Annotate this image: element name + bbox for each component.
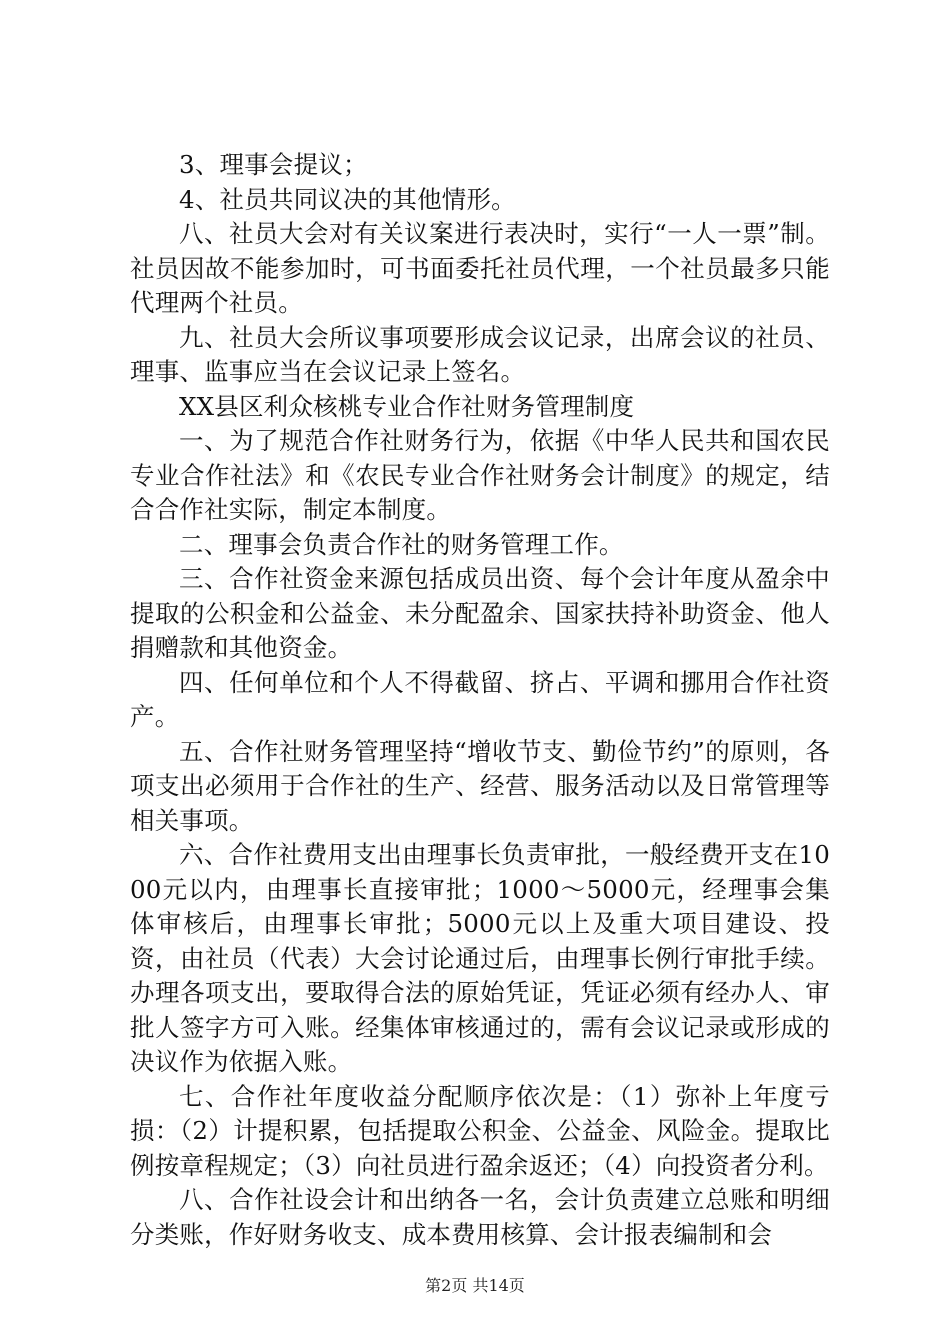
paragraph-7: 三、合作社资金来源包括成员出资、每个会计年度从盈余中提取的公积金和公益金、未分配盈余、国家扶持补助资金、他人捐赠款和其他资金。 [130, 564, 830, 662]
paragraph-11: 七、合作社年度收益分配顺序依次是：（1）弥补上年度亏损：（2）计提积累，包括提取公积金、公益金、风险金。提取比例按章程规定；（3）向社员进行盈余返还；（4）向投资者分利。 [130, 1081, 830, 1180]
section-heading: XX县区利众核桃专业合作社财务管理制度 [179, 391, 635, 421]
paragraph-4: 九、社员大会所议事项要形成会议记录，出席会议的社员、理事、监事应当在会议记录上签名。 [130, 322, 830, 386]
paragraph-6: 二、理事会负责合作社的财务管理工作。 [179, 529, 624, 559]
paragraph-1: 3、理事会提议； [179, 150, 368, 179]
paragraph-12: 八、合作社设会计和出纳各一名，会计负责建立总账和明细分类账，作好财务收支、成本费用核算、会计报表编制和会 [130, 1185, 830, 1249]
paragraph-9: 五、合作社财务管理坚持“增收节支、勤俭节约”的原则，各项支出必须用于合作社的生产、经营、服务活动以及日常管理等相关事项。 [130, 736, 830, 835]
paragraph-10: 六、合作社费用支出由理事长负责审批，一般经费开支在1000元以内，由理事长直接审批；1000～5000元，经理事会集体审核后，由理事长审批；5000元以上及重大项目建设、投资，由社员（代表）大会讨论通过后，由理事长例行审批手续。办理各项支出，要取得合法的原始凭证，凭证必须有经办人、审批人签字方可入账。经集体审核通过的，需有会议记录或形成的决议作为依据入账。 [130, 840, 830, 1076]
page-footer: 第2页 共14页 [425, 1276, 525, 1295]
document-body [130, 148, 830, 1252]
paragraph-8: 四、任何单位和个人不得截留、挤占、平调和挪用合作社资产。 [130, 667, 830, 731]
paragraph-5: 一、为了规范合作社财务行为，依据《中华人民共和国农民专业合作社法》和《农民专业合作社财务会计制度》的规定，结合合作社实际，制定本制度。 [130, 426, 830, 524]
paragraph-2: 4、社员共同议决的其他情形。 [179, 184, 516, 214]
paragraph-3: 八、社员大会对有关议案进行表决时，实行“一人一票”制。社员因故不能参加时，可书面委托社员代理，一个社员最多只能代理两个社员。 [130, 219, 830, 317]
